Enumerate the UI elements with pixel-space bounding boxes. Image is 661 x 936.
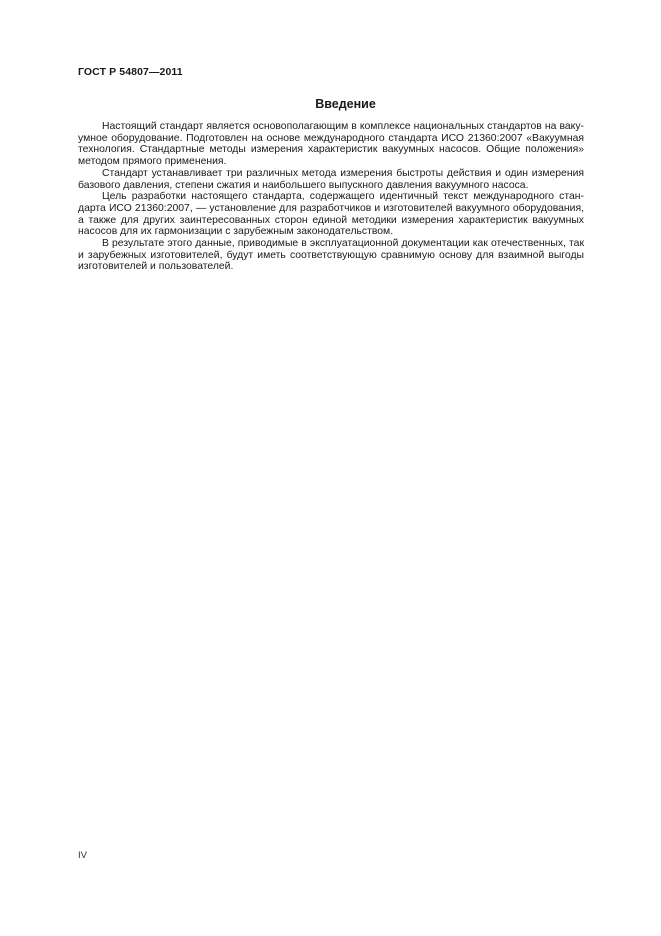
text-line: а также для других заинтересованных сторон единой методики измерения характеристик вакуумных xyxy=(78,214,584,226)
page-number: IV xyxy=(78,850,87,861)
paragraph-2 xyxy=(78,168,584,191)
text-line: Стандарт устанавливает три различных метода измерения быстроты действия и один измерения xyxy=(102,167,584,179)
text-line: Настоящий стандарт является основополагающим в комплексе национальных стандартов на ваку- xyxy=(102,121,584,132)
text-line: технология. Стандартные методы измерения характеристик вакуумных насосов. Общие положения» xyxy=(78,144,584,156)
text-line: умное оборудование. Подготовлен на основе международного стандарта ИСО 21360:2007 «Вакуумная xyxy=(78,132,584,144)
text-line: дарта ИСО 21360:2007, — установление для разработчиков и изготовителей вакуумного оборудования, xyxy=(78,202,584,214)
text-line: В результате этого данные, приводимые в эксплуатационной документации как отечественных, так xyxy=(102,238,584,250)
text-line: и зарубежных изготовителей, будут иметь соответствующую сравнимую основу для взаимной выгоды xyxy=(78,249,584,261)
paragraph-3 xyxy=(78,191,584,238)
document-code-header: ГОСТ Р 54807—2011 xyxy=(78,66,183,78)
text-line: методом прямого применения. xyxy=(78,156,227,168)
document-body xyxy=(78,121,584,273)
text-line: Цель разработки настоящего стандарта, содержащего идентичный текст международного стан- xyxy=(102,191,584,203)
section-title: Введение xyxy=(315,97,376,111)
paragraph-1 xyxy=(78,121,584,168)
text-line: насосов для их гармонизации с зарубежным законодательством. xyxy=(78,226,394,238)
text-line: изготовителей и пользователей. xyxy=(78,261,234,273)
paragraph-4 xyxy=(78,238,584,273)
text-line: базового давления, степени сжатия и наибольшего выпускного давления вакуумного насоса. xyxy=(78,179,529,191)
